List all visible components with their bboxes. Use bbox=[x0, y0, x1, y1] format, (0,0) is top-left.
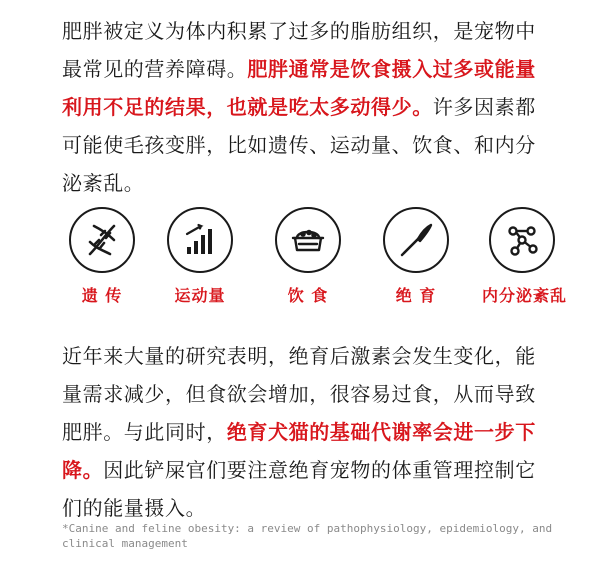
factor-label: 绝 育 bbox=[395, 286, 437, 305]
factor-exercise bbox=[160, 207, 240, 306]
reference-footnote: *Canine and feline obesity: a review of pathophysiology, epidemiology, and clinical management bbox=[62, 522, 553, 550]
factor-label: 饮 食 bbox=[287, 286, 329, 305]
neuter-text-2: 因此铲屎官们要注意绝育宠物的体重管理控制它们的能量摄入。 bbox=[62, 458, 536, 520]
factor-genetics bbox=[62, 207, 142, 306]
molecule-icon bbox=[502, 220, 542, 260]
factor-label: 运动量 bbox=[174, 286, 226, 305]
obesity-factors bbox=[62, 207, 568, 307]
factor-label: 内分泌紊乱 bbox=[482, 286, 568, 305]
factor-endocrine bbox=[482, 207, 568, 306]
bar-chart-icon bbox=[180, 220, 220, 260]
factor-diet bbox=[268, 207, 348, 306]
neuter-paragraph bbox=[62, 337, 552, 527]
factor-label: 遗 传 bbox=[81, 286, 123, 305]
intro-text-2: 许多因素都可能使毛孩变胖，比如遗传、运动量、饮食、和内分泌紊乱。 bbox=[62, 95, 536, 195]
food-bowl-icon bbox=[288, 220, 328, 260]
neuter-text: 近年来大量的研究表明，绝育后激素会发生变化，能量需求减少，但食欲会增加，很容易过食，从而导致肥胖。与此同时， bbox=[62, 344, 536, 444]
intro-paragraph bbox=[62, 12, 552, 202]
intro-highlight: 肥胖通常是饮食摄入过多或能量利用不足的结果，也就是吃太多动得少。 bbox=[62, 57, 536, 119]
dna-icon bbox=[82, 220, 122, 260]
intro-text: 肥胖被定义为体内积累了过多的脂肪组织，是宠物中最常见的营养障碍。 bbox=[62, 19, 536, 81]
scalpel-icon bbox=[396, 220, 436, 260]
neuter-highlight: 绝育犬猫的基础代谢率会进一步下降。 bbox=[62, 420, 536, 482]
factor-neutering bbox=[376, 207, 456, 306]
